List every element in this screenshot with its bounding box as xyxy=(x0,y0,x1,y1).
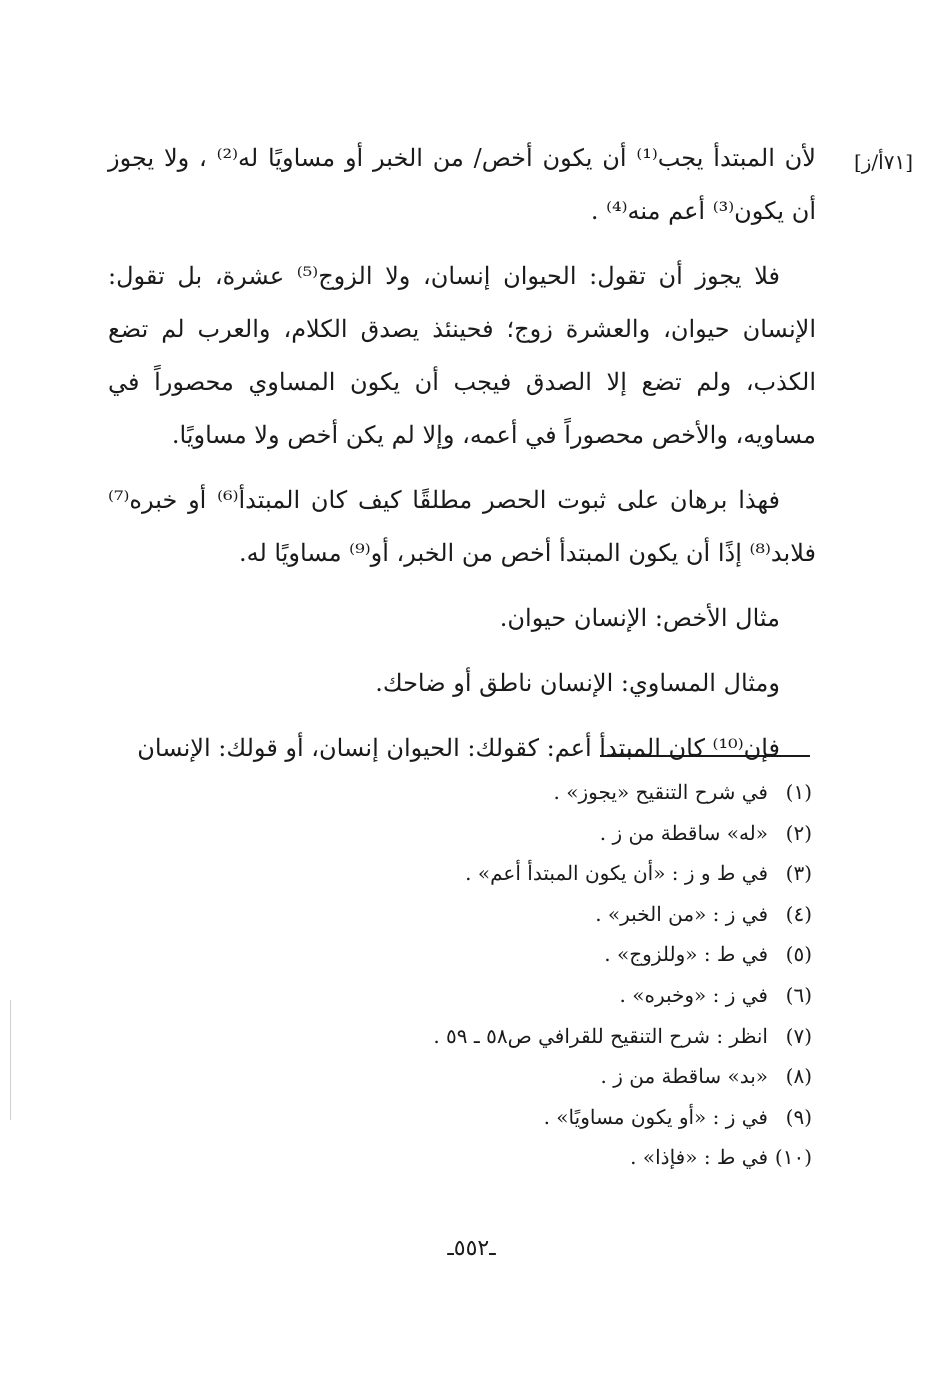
main-text xyxy=(108,132,816,787)
footnote-number: (٣) xyxy=(785,861,812,886)
paragraph-3: فهذا برهان على ثبوت الحصر مطلقًا كيف كان المبتدأ⁽⁶⁾ أو خبره⁽⁷⁾ فلابد⁽⁸⁾ إذًا أن يكون المبتدأ أخص من الخبر، أو⁽⁹⁾ مساويًا له. xyxy=(108,486,816,567)
paragraph-2: فلا يجوز أن تقول: الحيوان إنسان، ولا الزوج⁽⁵⁾ عشرة، بل تقول: الإنسان حيوان، والعشرة زوج؛ فحينئذ يصدق الكلام، والعرب لم تضع الكذب، ولم تضع إلا الصدق فيجب أن يكون المساوي محصوراً في مساويه، والأخص محصوراً في أعمه، وإلا لم يكن أخص ولا مساويًا. xyxy=(108,262,816,449)
footnote-text: «بد» ساقطة من ز . xyxy=(600,1064,768,1089)
paragraph-1: لأن المبتدأ يجب⁽¹⁾ أن يكون أخص/ من الخبر أو مساويًا له⁽²⁾ ، ولا يجوز أن يكون⁽³⁾ أعم منه⁽⁴⁾ . xyxy=(108,144,816,225)
footnote-number: (٦) xyxy=(785,982,812,1007)
footnote-text: انظر : شرح التنقيح للقرافي ص٥٨ ـ ٥٩ . xyxy=(433,1023,768,1048)
footnote-4 xyxy=(300,894,812,935)
footnote-text: في شرح التنقيح «يجوز» . xyxy=(553,780,768,804)
footnote-text: في ز : «من الخبر» . xyxy=(595,901,768,926)
footnote-text: في ط و ز : «أن يكون المبتدأ أعم» . xyxy=(465,861,768,886)
footnote-text: في ط : «وللزوج» . xyxy=(604,942,768,967)
footnote-number: (١) xyxy=(785,780,812,804)
page-number: ـ٥٥٢ـ xyxy=(447,1236,496,1261)
footnote-number: (١٠) xyxy=(774,1145,812,1170)
footnote-separator xyxy=(600,755,810,757)
footnote-number: (٩) xyxy=(785,1104,812,1129)
footnote-number: (٢) xyxy=(785,820,812,845)
paragraph-6: فإن⁽¹⁰⁾ كان المبتدأ أعم: كقولك: الحيوان إنسان، أو قولك: الإنسان xyxy=(137,734,780,762)
footnote-9 xyxy=(300,1097,812,1138)
paragraph-4: مثال الأخص: الإنسان حيوان. xyxy=(499,604,780,632)
footnotes xyxy=(300,772,812,1178)
footnote-number: (٧) xyxy=(785,1023,812,1048)
footnote-3 xyxy=(300,853,812,894)
footnote-1 xyxy=(300,772,812,813)
footnote-7 xyxy=(300,1016,812,1057)
footnote-6 xyxy=(300,975,812,1016)
footnote-text: في ط : «فإذا» . xyxy=(630,1145,768,1170)
footnote-text: في ز : «وخبره» . xyxy=(619,982,768,1007)
manuscript-folio-reference: [٧١أ/ز] xyxy=(853,150,913,174)
scan-edge-mark xyxy=(10,1000,11,1120)
footnote-text: «له» ساقطة من ز . xyxy=(599,820,768,845)
footnote-text: في ز : «أو يكون مساويًا» . xyxy=(543,1104,768,1129)
footnote-2 xyxy=(300,813,812,854)
footnote-number: (٥) xyxy=(785,942,812,967)
paragraph-5: ومثال المساوي: الإنسان ناطق أو ضاحك. xyxy=(375,669,780,697)
footnote-10 xyxy=(300,1137,812,1178)
footnote-5 xyxy=(300,934,812,975)
footnote-number: (٤) xyxy=(785,901,812,926)
footnote-number: (٨) xyxy=(785,1064,812,1089)
footnote-8 xyxy=(300,1056,812,1097)
